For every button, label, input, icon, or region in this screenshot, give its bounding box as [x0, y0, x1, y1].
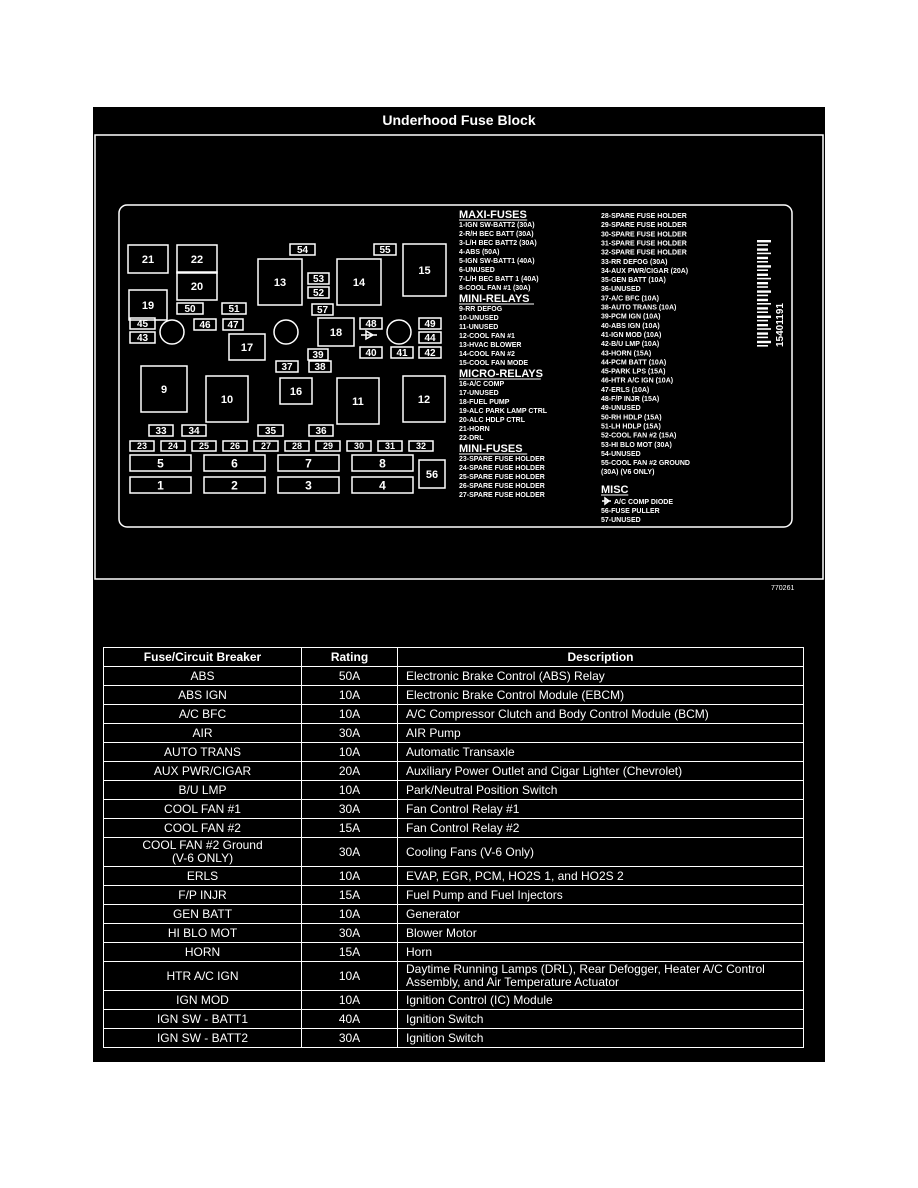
cell-description: Fuel Pump and Fuel Injectors [398, 886, 804, 905]
cell-rating: 30A [302, 838, 398, 867]
barcode-bar [757, 332, 768, 334]
legend-item: 55-COOL FAN #2 GROUND [601, 460, 690, 468]
legend-item: 35-GEN BATT (10A) [601, 277, 666, 285]
cell-description: Fan Control Relay #1 [398, 800, 804, 819]
fuse-46-label: 46 [199, 320, 211, 332]
relay-13-label: 13 [273, 276, 287, 289]
legend-item: 42-B/U LMP (10A) [601, 341, 660, 349]
fuse-54-label: 54 [296, 245, 309, 257]
relay-16-label: 16 [289, 385, 303, 398]
fuse-47 [223, 319, 243, 331]
legend-item: 52-COOL FAN #2 (15A) [601, 432, 677, 440]
legend-item: 24-SPARE FUSE HOLDER [459, 465, 545, 472]
fuse-38-label: 38 [314, 362, 326, 374]
fuse-25-label: 25 [198, 441, 210, 452]
table-body [104, 667, 804, 1048]
table-row [104, 838, 804, 867]
relay-9-label: 9 [160, 383, 168, 396]
cell-description: Electronic Brake Control Module (EBCM) [398, 686, 804, 705]
fuse-26 [223, 441, 247, 451]
relay-14 [337, 259, 381, 305]
cell-fuse: ABS IGN [104, 686, 302, 705]
maxi-fuse-8 [352, 455, 413, 471]
diode-icon [361, 331, 377, 339]
relay-20-label: 20 [190, 280, 204, 293]
cell-fuse: AUTO TRANS [104, 743, 302, 762]
cell-description: Electronic Brake Control (ABS) Relay [398, 667, 804, 686]
table-row [104, 819, 804, 838]
cell-rating: 10A [302, 743, 398, 762]
fuse-54 [290, 244, 315, 256]
fuse-45-label: 45 [136, 319, 149, 331]
legend-item: 51-LH HDLP (15A) [601, 423, 661, 431]
fuse-block-outline [119, 205, 792, 527]
relay-21 [128, 245, 168, 273]
cell-rating: 30A [302, 1029, 398, 1048]
fuse-27 [254, 441, 278, 451]
barcode-graphic [757, 240, 771, 347]
legend-item: 56-FUSE PULLER [601, 508, 660, 515]
fuse-41 [391, 347, 413, 359]
fuse-28-label: 28 [291, 441, 303, 452]
fuse-42-label: 42 [424, 348, 436, 360]
maxi-fuse-8-label: 8 [379, 456, 386, 471]
fuse-26-label: 26 [229, 441, 241, 452]
fuse-30 [347, 441, 371, 451]
legend-item: 10-UNUSED [459, 315, 499, 322]
barcode-bar [757, 274, 768, 276]
legend-item: 37-A/C BFC (10A) [601, 295, 659, 303]
barcode-bar [757, 337, 768, 339]
fuse-51 [222, 303, 246, 315]
cell-description: A/C Compressor Clutch and Body Control Module (BCM) [398, 705, 804, 724]
fuse-51-label: 51 [228, 304, 240, 316]
cell-rating: 10A [302, 686, 398, 705]
fuse-57-label: 57 [316, 305, 329, 317]
legend-item: 31-SPARE FUSE HOLDER [601, 240, 687, 248]
fuse-23-label: 23 [136, 441, 148, 452]
barcode-bar [757, 290, 771, 292]
cell-rating: 10A [302, 905, 398, 924]
legend-item: 32-SPARE FUSE HOLDER [601, 249, 687, 257]
legend-item: 6-UNUSED [459, 267, 495, 274]
fuse-36 [309, 425, 333, 437]
table-row [104, 667, 804, 686]
table-row [104, 867, 804, 886]
table-row [104, 724, 804, 743]
barcode-bar [757, 295, 768, 297]
fuse-48-label: 48 [365, 319, 377, 331]
relay-20 [177, 272, 217, 300]
fuse-layout [128, 244, 446, 493]
diagram-title: Underhood Fuse Block [382, 112, 536, 128]
fuse-52-label: 52 [312, 288, 325, 300]
table-row [104, 800, 804, 819]
barcode-bar [757, 278, 771, 280]
legend-item: 25-SPARE FUSE HOLDER [459, 474, 545, 481]
barcode-bar [757, 286, 768, 288]
relay-9 [141, 366, 187, 412]
legend-item: 4-ABS (50A) [459, 249, 500, 256]
cell-rating: 20A [302, 762, 398, 781]
fuse-36-label: 36 [315, 426, 327, 438]
maxi-fuse-5 [130, 455, 191, 471]
relay-12 [403, 376, 445, 422]
fuse-31 [378, 441, 402, 451]
legend-item: 15-COOL FAN MODE [459, 360, 529, 367]
legend-item: 23-SPARE FUSE HOLDER [459, 456, 545, 463]
fuse-55-label: 55 [379, 245, 391, 257]
table-row [104, 886, 804, 905]
fuse-34-label: 34 [188, 426, 200, 438]
fuse-33-label: 33 [155, 426, 167, 438]
fuse-31-label: 31 [384, 441, 396, 452]
table-row [104, 1010, 804, 1029]
legend-item: 54-UNUSED [601, 450, 641, 458]
fuse-32 [409, 441, 433, 451]
cell-description: Cooling Fans (V-6 Only) [398, 838, 804, 867]
fuse-43 [130, 332, 155, 344]
legend-heading-micro_relays: MICRO-RELAYS [459, 368, 543, 380]
cell-description: Ignition Control (IC) Module [398, 991, 804, 1010]
fuse-53 [308, 273, 329, 285]
fuse-41-label: 41 [396, 348, 408, 360]
fuse-49 [419, 318, 441, 330]
fuse-57 [312, 304, 333, 316]
fuse-34 [182, 425, 206, 437]
legend-item: 48-F/P INJR (15A) [601, 396, 660, 403]
cell-fuse: HI BLO MOT [104, 924, 302, 943]
legend-item: 50-RH HDLP (15A) [601, 414, 662, 422]
legend-item: 12-COOL FAN #1 [459, 333, 515, 340]
cell-description: Park/Neutral Position Switch [398, 781, 804, 800]
legend-item: 26-SPARE FUSE HOLDER [459, 483, 545, 490]
legend-heading-maxi_fuses: MAXI-FUSES [459, 209, 527, 221]
maxi-fuse-3-label: 3 [305, 478, 312, 493]
barcode-bar [757, 307, 768, 309]
cell-fuse: HTR A/C IGN [104, 962, 302, 991]
side-code: 15401191 [775, 303, 786, 347]
legend-item: 19-ALC PARK LAMP CTRL [459, 408, 548, 415]
legend-item: 57-UNUSED [601, 517, 641, 524]
relay-14-label: 14 [352, 276, 366, 289]
fuse-44 [419, 332, 441, 344]
relay-16 [280, 378, 312, 404]
barcode-bar [757, 316, 771, 318]
relay-17 [229, 334, 265, 360]
legend-item: 7-L/H BEC BATT 1 (40A) [459, 276, 539, 283]
cell-description: EVAP, EGR, PCM, HO2S 1, and HO2S 2 [398, 867, 804, 886]
cell-fuse: B/U LMP [104, 781, 302, 800]
fuse-55 [374, 244, 396, 256]
fuse-table [103, 647, 804, 1048]
legend-item: 2-R/H BEC BATT (30A) [459, 231, 534, 238]
barcode-bar [757, 341, 771, 343]
header-rating: Rating [302, 648, 398, 667]
cell-fuse: ABS [104, 667, 302, 686]
cell-description: Fan Control Relay #2 [398, 819, 804, 838]
relay-19 [129, 290, 167, 320]
barcode-bar [757, 244, 768, 246]
cell-description: Automatic Transaxle [398, 743, 804, 762]
header-fuse: Fuse/Circuit Breaker [104, 648, 302, 667]
relay-11 [337, 378, 379, 424]
cell-fuse: IGN MOD [104, 991, 302, 1010]
table-row [104, 781, 804, 800]
legend-item: 18-FUEL PUMP [459, 399, 510, 406]
fuse-38 [309, 361, 331, 373]
legend-heading-mini_fuses: MINI-FUSES [459, 443, 523, 455]
cell-rating: 10A [302, 991, 398, 1010]
legend-item: 8-COOL FAN #1 (30A) [459, 285, 531, 292]
fuse-46 [194, 319, 216, 331]
legend-item: 38-AUTO TRANS (10A) [601, 304, 677, 312]
fuse-42 [419, 347, 441, 359]
barcode-bar [757, 257, 768, 259]
document-page [93, 107, 825, 1062]
relay-11-label: 11 [352, 395, 364, 408]
cell-description: AIR Pump [398, 724, 804, 743]
relay-15-label: 15 [418, 264, 431, 277]
cell-rating: 15A [302, 819, 398, 838]
legend-item: 27-SPARE FUSE HOLDER [459, 492, 545, 499]
fuse-47-label: 47 [227, 320, 239, 332]
fuse-35 [258, 425, 283, 437]
fuse-24-label: 24 [167, 441, 179, 452]
barcode-bar [757, 320, 768, 322]
maxi-fuse-4 [352, 477, 413, 493]
legend-item: 53-HI BLO MOT (30A) [601, 441, 672, 449]
legend-item: 49-UNUSED [601, 405, 641, 413]
legend-item: 43-HORN (15A) [601, 350, 652, 358]
fuse-29 [316, 441, 340, 451]
legend-item: 22-DRL [459, 435, 484, 442]
maxi-fuse-1 [130, 477, 191, 493]
legend-item: 28-SPARE FUSE HOLDER [601, 213, 687, 220]
legend-item: 36-UNUSED [601, 286, 641, 294]
cell-fuse: F/P INJR [104, 886, 302, 905]
legend-item: 5-IGN SW-BATT1 (40A) [459, 258, 535, 265]
round-socket [274, 320, 298, 344]
relay-13 [258, 259, 302, 305]
fuse-37 [276, 361, 298, 373]
barcode-bar [757, 328, 771, 330]
cell-rating: 30A [302, 800, 398, 819]
legend-item: 40-ABS IGN (10A) [601, 322, 660, 330]
table-row [104, 743, 804, 762]
cell-description: Blower Motor [398, 924, 804, 943]
legend-item: (30A) (V6 ONLY) [601, 469, 655, 477]
legend-item: 47-ERLS (10A) [601, 386, 650, 394]
relay-10 [206, 376, 248, 422]
maxi-fuse-7 [278, 455, 339, 471]
fuse-50 [177, 303, 203, 315]
cell-rating: 30A [302, 724, 398, 743]
legend-item: 44-PCM BATT (10A) [601, 359, 667, 367]
legend-item: A/C COMP DIODE [614, 499, 673, 506]
cell-fuse: AUX PWR/CIGAR [104, 762, 302, 781]
cell-rating: 30A [302, 924, 398, 943]
legend-item: 39-PCM IGN (10A) [601, 313, 661, 321]
cell-fuse: COOL FAN #2 Ground (V-6 ONLY) [104, 838, 302, 867]
maxi-fuse-1-label: 1 [157, 478, 164, 493]
legend-item: 9-RR DEFOG [459, 306, 503, 313]
fuse-33 [149, 425, 173, 437]
fuse-50-label: 50 [184, 304, 196, 316]
barcode-bar [757, 253, 771, 255]
cell-fuse: HORN [104, 943, 302, 962]
legend-item: 33-RR DEFOG (30A) [601, 258, 668, 266]
diode-legend-icon [602, 498, 611, 504]
fuse-39 [308, 349, 328, 361]
legend-item: 34-AUX PWR/CIGAR (20A) [601, 267, 689, 275]
legend-item: 14-COOL FAN #2 [459, 351, 515, 358]
barcode-bar [757, 240, 771, 242]
fuse-puller-label: 56 [425, 468, 439, 481]
fuse-48 [360, 318, 382, 330]
relay-19-label: 19 [141, 299, 155, 312]
cell-rating: 10A [302, 781, 398, 800]
legend-item: 45-PARK LPS (15A) [601, 368, 666, 376]
maxi-fuse-3 [278, 477, 339, 493]
relay-17-label: 17 [240, 341, 254, 354]
fuse-43-label: 43 [136, 333, 149, 345]
cell-rating: 15A [302, 886, 398, 905]
barcode-bar [757, 324, 768, 326]
table-row [104, 905, 804, 924]
barcode-bar [757, 265, 771, 267]
cell-rating: 50A [302, 667, 398, 686]
barcode-bar [757, 248, 768, 250]
maxi-fuse-6 [204, 455, 265, 471]
fuse-49-label: 49 [424, 319, 436, 331]
relay-10-label: 10 [220, 393, 234, 406]
fuse-40 [360, 347, 382, 359]
cell-description: Auxiliary Power Outlet and Cigar Lighter (Chevrolet) [398, 762, 804, 781]
cell-description: Generator [398, 905, 804, 924]
cell-rating: 40A [302, 1010, 398, 1029]
relay-21-label: 21 [141, 253, 155, 266]
table-row [104, 762, 804, 781]
relay-22-label: 22 [190, 253, 204, 266]
maxi-fuse-7-label: 7 [305, 456, 312, 471]
round-socket [160, 320, 184, 344]
fuse-30-label: 30 [353, 441, 365, 452]
header-description: Description [398, 648, 804, 667]
cell-fuse: GEN BATT [104, 905, 302, 924]
relay-18-label: 18 [329, 326, 343, 339]
barcode-bar [757, 311, 768, 313]
legend-item: 29-SPARE FUSE HOLDER [601, 222, 687, 230]
maxi-fuse-5-label: 5 [157, 456, 164, 471]
cell-description: Ignition Switch [398, 1029, 804, 1048]
fuse-53-label: 53 [312, 274, 325, 286]
fuse-37-label: 37 [281, 362, 293, 374]
table-header-row [104, 648, 804, 667]
legend-item: 13-HVAC BLOWER [459, 342, 522, 349]
barcode-bar [757, 299, 768, 301]
fuse-legend [459, 209, 690, 524]
fuse-52 [308, 287, 329, 299]
cell-fuse: A/C BFC [104, 705, 302, 724]
cell-fuse: ERLS [104, 867, 302, 886]
fuse-44-label: 44 [424, 333, 436, 345]
legend-item: 41-IGN MOD (10A) [601, 331, 662, 339]
table-row [104, 705, 804, 724]
legend-item: 11-UNUSED [459, 324, 499, 331]
round-socket [387, 320, 411, 344]
fuse-24 [161, 441, 185, 451]
table-row [104, 991, 804, 1010]
legend-item: 21-HORN [459, 426, 490, 433]
table-row [104, 943, 804, 962]
cell-description: Ignition Switch [398, 1010, 804, 1029]
cell-description: Horn [398, 943, 804, 962]
legend-item: 30-SPARE FUSE HOLDER [601, 231, 687, 239]
cell-fuse: COOL FAN #1 [104, 800, 302, 819]
fuse-28 [285, 441, 309, 451]
cell-fuse: IGN SW - BATT1 [104, 1010, 302, 1029]
barcode-bar [757, 345, 768, 347]
barcode-bar [757, 269, 768, 271]
fuse-23 [130, 441, 154, 451]
maxi-fuse-2-label: 2 [231, 478, 238, 493]
fuse-27-label: 27 [260, 441, 272, 452]
legend-heading-misc: MISC [601, 484, 629, 496]
legend-item: 16-A/C COMP [459, 381, 505, 388]
legend-item: 3-L/H BEC BATT2 (30A) [459, 240, 537, 247]
table-row [104, 962, 804, 991]
cell-fuse: AIR [104, 724, 302, 743]
fuse-32-label: 32 [415, 441, 427, 452]
table-row [104, 1029, 804, 1048]
fuse-40-label: 40 [365, 348, 377, 360]
legend-item: 46-HTR A/C IGN (10A) [601, 377, 674, 385]
table-row [104, 924, 804, 943]
maxi-fuse-6-label: 6 [231, 456, 238, 471]
relay-15 [403, 244, 446, 296]
cell-rating: 10A [302, 962, 398, 991]
cell-rating: 10A [302, 867, 398, 886]
maxi-fuse-2 [204, 477, 265, 493]
legend-item: 1-IGN SW-BATT2 (30A) [459, 222, 535, 229]
fuse-29-label: 29 [322, 441, 334, 452]
figure-id: 770261 [771, 585, 795, 592]
barcode-bar [757, 282, 768, 284]
barcode-bar [757, 303, 771, 305]
fuse-35-label: 35 [264, 426, 277, 438]
maxi-fuse-4-label: 4 [379, 478, 386, 493]
cell-rating: 10A [302, 705, 398, 724]
fuse-puller [419, 460, 445, 488]
legend-item: 17-UNUSED [459, 390, 499, 397]
table-row [104, 686, 804, 705]
fuse-25 [192, 441, 216, 451]
relay-12-label: 12 [417, 393, 431, 406]
fuse-block-diagram [93, 107, 825, 597]
fuse-39-label: 39 [312, 350, 324, 362]
barcode-bar [757, 261, 768, 263]
cell-rating: 15A [302, 943, 398, 962]
legend-heading-mini_relays: MINI-RELAYS [459, 293, 530, 305]
relay-22 [177, 245, 217, 273]
relay-18 [318, 318, 354, 346]
cell-description: Daytime Running Lamps (DRL), Rear Defogger, Heater A/C Control Assembly, and Air Temperature Actuator [398, 962, 804, 991]
cell-fuse: COOL FAN #2 [104, 819, 302, 838]
legend-item: 20-ALC HDLP CTRL [459, 417, 525, 424]
cell-fuse: IGN SW - BATT2 [104, 1029, 302, 1048]
